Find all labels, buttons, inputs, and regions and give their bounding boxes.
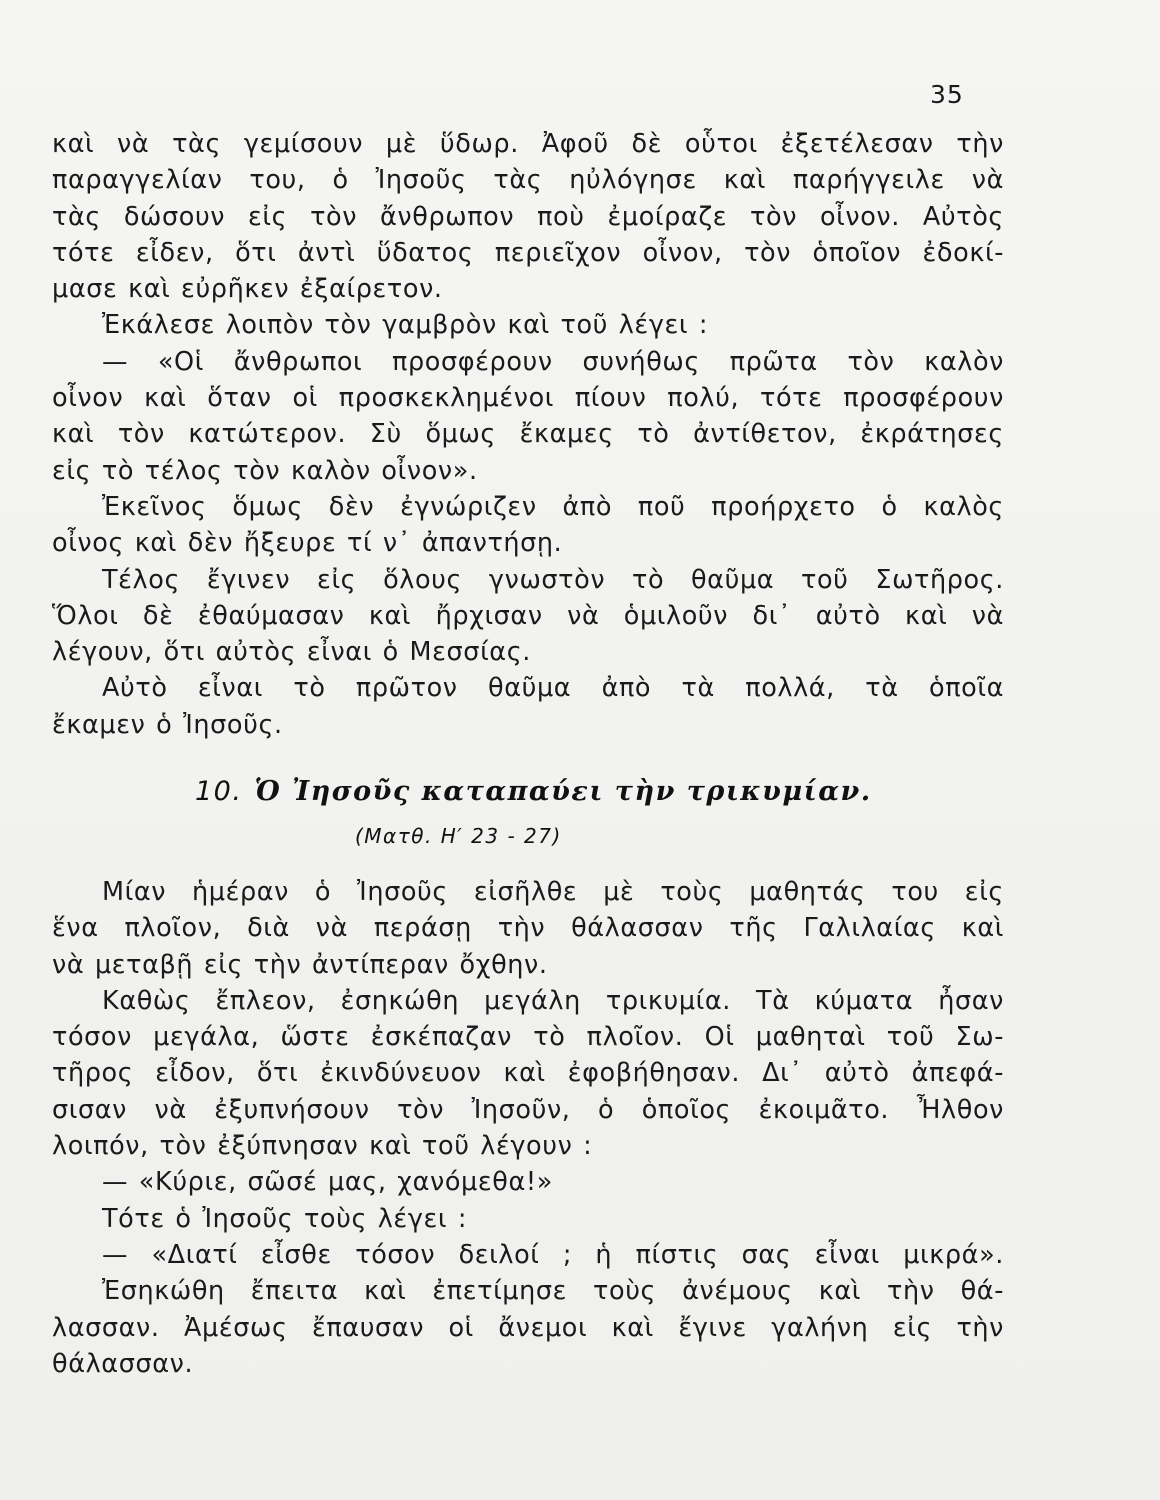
text-line: Ἐκάλεσε λοιπὸν τὸν γαμβρὸν καὶ τοῦ λέγει : (102, 310, 709, 341)
text-line: Αὐτὸ εἶναι τὸ πρῶτον θαῦμα ἀπὸ τὰ πολλά, τὰ ὁποῖα (102, 673, 1004, 704)
text-line: — «Οἱ ἄνθρωποι προσφέρουν συνήθως πρῶτα τὸν καλὸν (102, 346, 1004, 377)
text-line: καὶ νὰ τὰς γεμίσουν μὲ ὕδωρ. Ἀφοῦ δὲ οὗτοι ἐξετέλεσαν τὴν (52, 129, 1004, 159)
text-line: οἶνος καὶ δὲν ἤξευρε τί ν᾽ ἀπαντήσῃ. (52, 528, 563, 559)
text-line: καὶ τὸν κατώτερον. Σὺ ὅμως ἔκαμες τὸ ἀντίθετον, ἐκράτησες (52, 419, 1004, 450)
text-line: λέγουν, ὅτι αὐτὸς εἶναι ὁ Μεσσίας. (52, 637, 531, 668)
text-line: — «Διατί εἶσθε τόσον δειλοί ; ἡ πίστις σας εἶναι μικρά». (102, 1239, 1004, 1270)
text-line: εἰς τὸ τέλος τὸν καλὸν οἶνον». (52, 455, 478, 486)
text-line: Ὅλοι δὲ ἐθαύμασαν καὶ ἤρχισαν νὰ ὁμιλοῦν δι᾽ αὐτὸ καὶ νὰ (52, 600, 1004, 631)
text-line: νὰ μεταβῇ εἰς τὴν ἀντίπεραν ὄχθην. (52, 949, 548, 980)
text-line: θάλασσαν. (52, 1348, 194, 1379)
text-line: Τέλος ἔγινεν εἰς ὅλους γνωστὸν τὸ θαῦμα τοῦ Σωτῆρος. (102, 564, 1004, 595)
text-line: οἶνον καὶ ὅταν οἱ προσκεκλημένοι πίουν πολύ, τότε προσφέρουν (52, 383, 1004, 414)
text-line: ἔκαμεν ὁ Ἰησοῦς. (52, 709, 283, 740)
text-line: Τότε ὁ Ἰησοῦς τοὺς λέγει : (102, 1203, 468, 1234)
text-line: μασε καὶ εὐρῆκεν ἐξαίρετον. (52, 274, 443, 305)
scripture-reference: (Ματθ. Η′ 23 - 27) (355, 824, 562, 848)
text-line: τὰς δώσουν εἰς τὸν ἄνθρωπον ποὺ ἐμοίραζε τὸν οἶνον. Αὐτὸς (52, 201, 1004, 232)
page-number: 35 (930, 80, 964, 109)
section-title: Ὁ Ἰησοῦς καταπαύει τὴν τρικυμίαν. (254, 776, 872, 807)
text-line: Ἐσηκώθη ἔπειτα καὶ ἐπετίμησε τοὺς ἀνέμους καὶ τὴν θά- (102, 1276, 1004, 1307)
text-line: λοιπόν, τὸν ἐξύπνησαν καὶ τοῦ λέγουν : (52, 1131, 593, 1162)
text-line: τόσον μεγάλα, ὥστε ἐσκέπαζαν τὸ πλοῖον. Οἱ μαθηταὶ τοῦ Σω- (52, 1022, 1004, 1053)
text-line: ἕνα πλοῖον, διὰ νὰ περάσῃ τὴν θάλασσαν τῆς Γαλιλαίας καὶ (52, 913, 1004, 944)
section-heading (195, 776, 895, 807)
text-line: Ἐκεῖνος ὅμως δὲν ἐγνώριζεν ἀπὸ ποῦ προήρχετο ὁ καλὸς (102, 491, 1004, 522)
text-line: σισαν νὰ ἐξυπνήσουν τὸν Ἰησοῦν, ὁ ὁποῖος ἐκοιμᾶτο. Ἦλθον (52, 1094, 1004, 1125)
text-line: τότε εἶδεν, ὅτι ἀντὶ ὕδατος περιεῖχον οἶνον, τὸν ὁποῖον ἐδοκί- (52, 237, 1004, 268)
text-line: Μίαν ἡμέραν ὁ Ἰησοῦς εἰσῆλθε μὲ τοὺς μαθητάς του εἰς (102, 877, 1004, 907)
text-block-before-section (52, 126, 1004, 743)
text-line: — «Κύριε, σῶσέ μας, χανόμεθα!» (102, 1167, 553, 1198)
text-line: παραγγελίαν του, ὁ Ἰησοῦς τὰς ηὐλόγησε καὶ παρήγγειλε νὰ (52, 165, 1004, 196)
text-line: Καθὼς ἔπλεον, ἐσηκώθη μεγάλη τρικυμία. Τὰ κύματα ἦσαν (102, 985, 1004, 1016)
section-reference (355, 824, 562, 848)
text-line: λασσαν. Ἀμέσως ἔπαυσαν οἱ ἄνεμοι καὶ ἔγινε γαλήνη εἰς τὴν (52, 1312, 1004, 1343)
section-number: 10. (195, 776, 243, 807)
text-block-after-section (52, 874, 1004, 1382)
text-line: τῆρος εἶδον, ὅτι ἐκινδύνευον καὶ ἐφοβήθησαν. Δι᾽ αὐτὸ ἀπεφά- (52, 1058, 1004, 1089)
